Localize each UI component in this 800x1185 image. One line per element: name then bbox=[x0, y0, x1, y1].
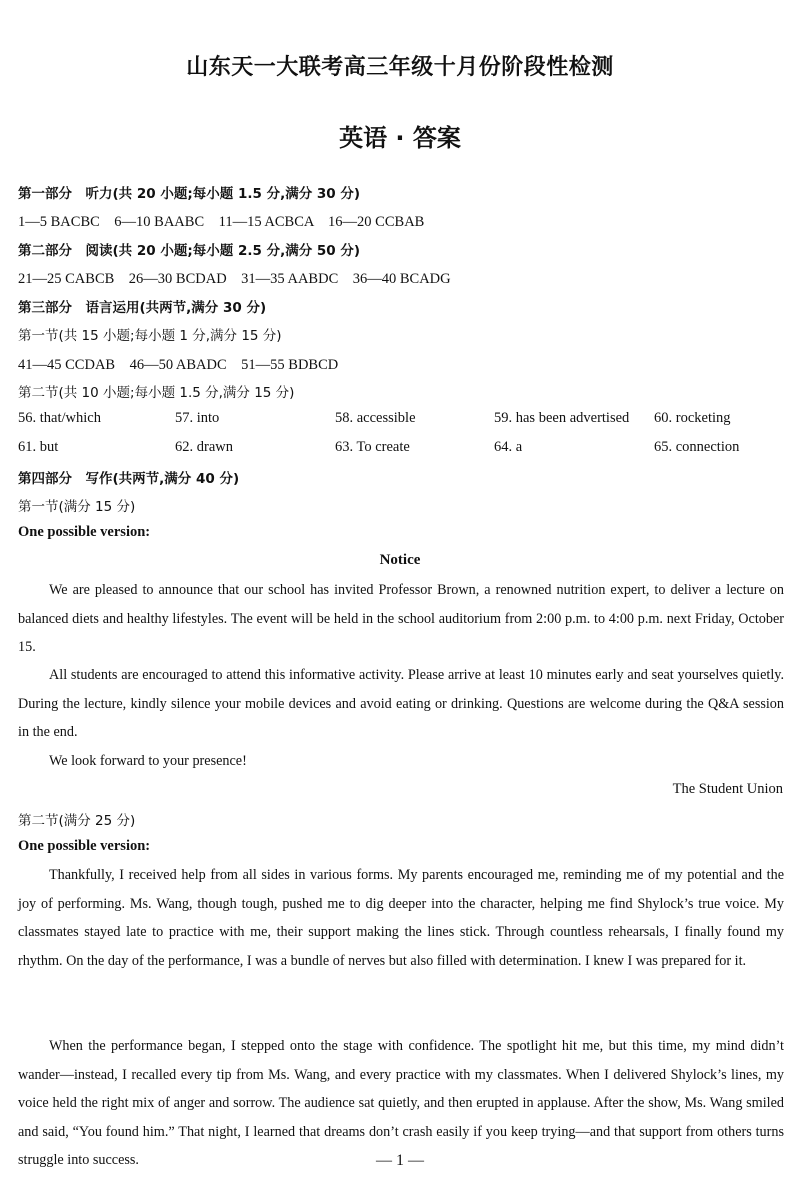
answer-59: 59. has been advertised bbox=[494, 410, 630, 426]
answer-58: 58. accessible bbox=[335, 410, 416, 426]
part3-section1-answers: 41—45 CCDAB 46—50 ABADC 51—55 BDBCD bbox=[18, 357, 339, 373]
notice-signature: The Student Union bbox=[672, 781, 783, 797]
part1-answers: 1—5 BACBC 6—10 BAABC 11—15 ACBCA 16—20 CCBAB bbox=[18, 214, 425, 230]
story-paragraph-1: Thankfully, I received help from all sides in various forms. My parents encouraged me, reminding me of my potential and the joy of performing. Ms. Wang, though tough, pushed me to dig deeper into the character, helping me find Shylock’s true voice. My classmates stayed late to practice with me, their support making the lines stick. Through countless rehearsals, I finally found my rhythm. On the day of the performance, I was a bundle of nerves but also filled with determination. I knew I was prepared for it. bbox=[18, 867, 784, 969]
answer-57: 57. into bbox=[175, 410, 220, 426]
part2-heading: 第二部分 阅读(共 20 小题;每小题 2.5 分,满分 50 分) bbox=[18, 243, 361, 259]
fill-in-answers-row-2 bbox=[18, 439, 788, 459]
version-label: One possible version: bbox=[18, 524, 151, 540]
exam-title: 山东天一大联考高三年级十月份阶段性检测 bbox=[186, 55, 614, 80]
version-label-2: One possible version: bbox=[18, 838, 151, 854]
part3-heading: 第三部分 语言运用(共两节,满分 30 分) bbox=[18, 300, 267, 316]
part1-heading: 第一部分 听力(共 20 小题;每小题 1.5 分,满分 30 分) bbox=[18, 186, 361, 202]
notice-paragraph-1: We are pleased to announce that our school has invited Professor Brown, a renowned nutrition expert, to deliver a lecture on balanced diets and healthy lifestyles. The event will be held in the school auditorium from 2:00 p.m. to 4:00 p.m. next Friday, October 15. bbox=[18, 582, 784, 655]
answer-61: 61. but bbox=[18, 439, 59, 455]
notice-paragraph-2: All students are encouraged to attend this informative activity. Please arrive at least 10 minutes early and seat yourselves quietly. During the lecture, kindly silence your mobile devices and avoid eating or drinking. Questions are welcome during the Q&A session in the end. bbox=[18, 667, 784, 740]
answer-56: 56. that/which bbox=[18, 410, 101, 426]
page-number: — 1 — bbox=[376, 1152, 424, 1169]
answer-63: 63. To create bbox=[335, 439, 410, 455]
part4-section1-heading: 第一节(满分 15 分) bbox=[18, 499, 136, 515]
part2-answers: 21—25 CABCB 26—30 BCDAD 31—35 AABDC 36—40 BCADG bbox=[18, 271, 451, 287]
answer-60: 60. rocketing bbox=[654, 410, 731, 426]
story-paragraph-2: When the performance began, I stepped onto the stage with confidence. The spotlight hit me, but this time, my mind didn’t wander—instead, I recalled every tip from Ms. Wang, and every practice with my classmates. When I delivered Shylock’s lines, my voice held the right mix of anger and sorrow. The audience sat quietly, and then erupted in applause. After the show, Ms. Wang smiled and said, “You found him.” That night, I learned that dreams don’t crash easily if you keep trying—and that support from others turns struggle into success. bbox=[18, 1038, 784, 1168]
notice-title: Notice bbox=[379, 552, 421, 568]
answer-64: 64. a bbox=[494, 439, 523, 455]
part3-section2-heading: 第二节(共 10 小题;每小题 1.5 分,满分 15 分) bbox=[18, 385, 295, 401]
part4-heading: 第四部分 写作(共两节,满分 40 分) bbox=[18, 471, 240, 487]
answer-62: 62. drawn bbox=[175, 439, 233, 455]
fill-in-answers-row-1 bbox=[18, 410, 788, 430]
part3-section1-heading: 第一节(共 15 小题;每小题 1 分,满分 15 分) bbox=[18, 328, 282, 344]
notice-paragraph-3: We look forward to your presence! bbox=[49, 753, 247, 769]
part4-section2-heading: 第二节(满分 25 分) bbox=[18, 813, 136, 829]
answer-65: 65. connection bbox=[654, 439, 740, 455]
exam-subtitle: 英语 · 答案 bbox=[339, 124, 461, 152]
